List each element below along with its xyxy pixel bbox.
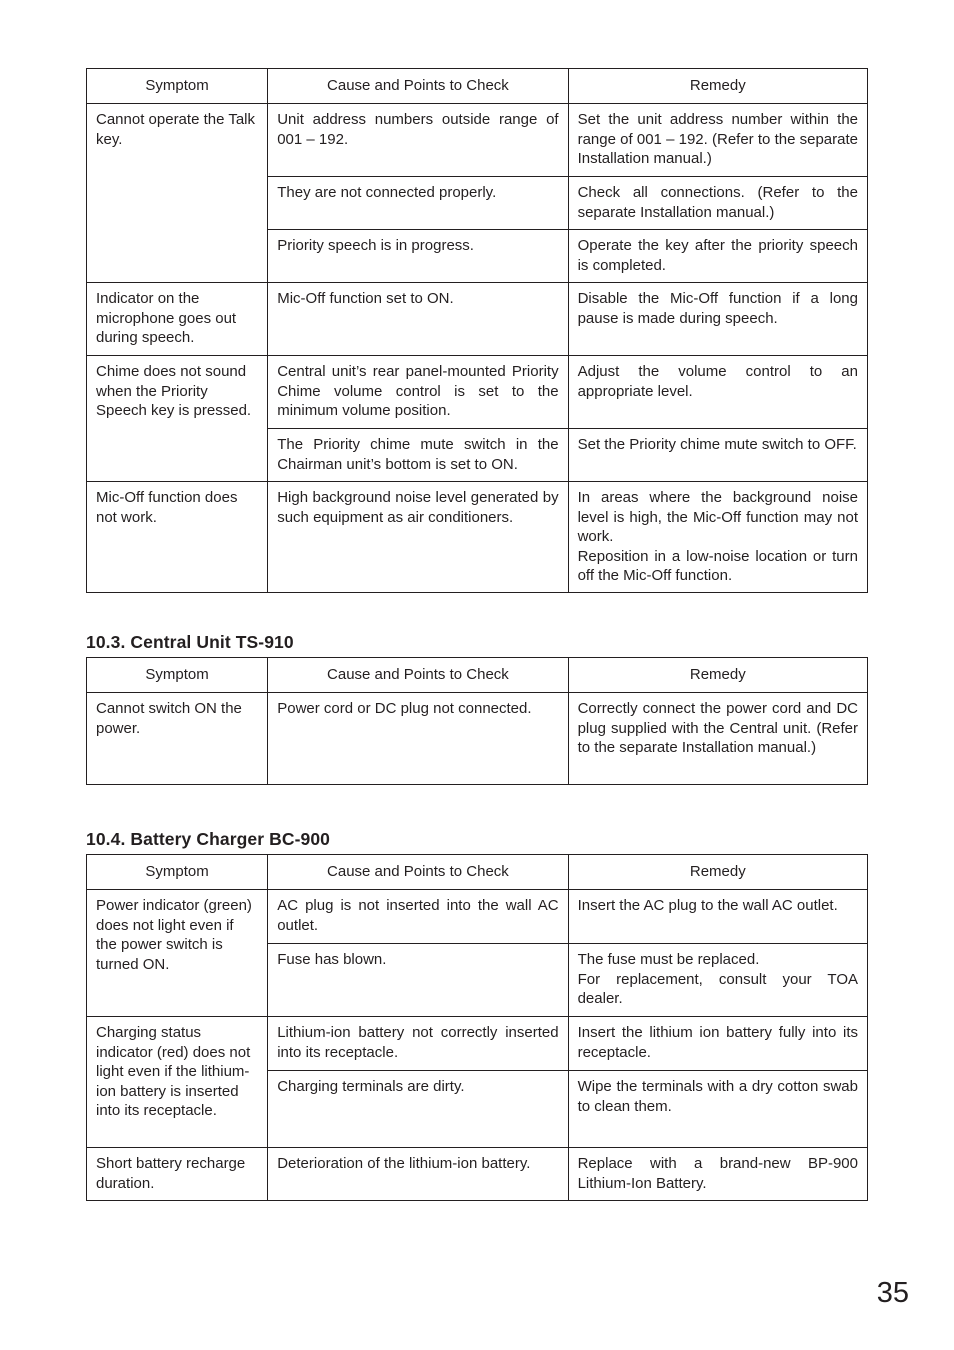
remedy-line: In areas where the background noise level is high, the Mic-Off function may not work. [577,489,858,545]
symptom-cell: Short battery recharge duration. [87,1148,268,1201]
cause-cell: Power cord or DC plug not connected. [268,693,568,785]
cause-cell: The Priority chime mute switch in the Chairman unit’s bottom is set to ON. [268,429,568,482]
remedy-cell: Disable the Mic-Off function if a long pause is made during speech. [568,283,867,356]
page-number: 35 [876,1277,909,1309]
troubleshooting-table-talk-unit [86,68,868,593]
cause-cell: Fuse has blown. [268,944,568,1017]
remedy-cell: Insert the lithium ion battery fully into its receptacle. [568,1017,867,1071]
table-header-row [87,658,868,693]
cause-cell: AC plug is not inserted into the wall AC outlet. [268,890,568,944]
remedy-cell: Adjust the volume control to an appropriate level. [568,356,867,429]
remedy-cell: Wipe the terminals with a dry cotton swab to clean them. [568,1071,867,1148]
header-cause: Cause and Points to Check [268,658,568,693]
header-symptom: Symptom [87,69,268,104]
cause-cell: Lithium-ion battery not correctly inserted into its receptacle. [268,1017,568,1071]
table-row [87,482,868,593]
table-header-row [87,855,868,890]
troubleshooting-table-central-unit [86,657,868,785]
cause-cell: They are not connected properly. [268,177,568,230]
remedy-line: For replacement, consult your TOA dealer. [577,970,858,1007]
symptom-cell: Cannot operate the Talk key. [87,104,268,283]
remedy-cell: Set the Priority chime mute switch to OFF. [568,429,867,482]
table-header-row [87,69,868,104]
table-row [87,1148,868,1201]
cause-cell: Mic-Off function set to ON. [268,283,568,356]
symptom-cell: Cannot switch ON the power. [87,693,268,785]
header-symptom: Symptom [87,658,268,693]
remedy-cell [568,482,867,593]
header-cause: Cause and Points to Check [268,855,568,890]
cause-cell: Deterioration of the lithium-ion battery. [268,1148,568,1201]
cause-cell: Priority speech is in progress. [268,230,568,283]
symptom-cell: Charging status indicator (red) does not light even if the lithium-ion battery is inserted into its receptacle. [87,1017,268,1148]
table-row [87,890,868,944]
table-row [87,1017,868,1071]
section-heading-battery-charger: 10.4. Battery Charger BC-900 [86,829,331,849]
header-remedy: Remedy [568,69,867,104]
remedy-cell: Operate the key after the priority speech is completed. [568,230,867,283]
header-remedy: Remedy [568,855,867,890]
remedy-cell: Check all connections. (Refer to the separate Installation manual.) [568,177,867,230]
table-row [87,693,868,785]
remedy-line: Reposition in a low-noise location or turn off the Mic-Off function. [577,547,858,584]
table-row [87,356,868,429]
remedy-line: The fuse must be replaced. [577,951,760,968]
remedy-cell: Correctly connect the power cord and DC plug supplied with the Central unit. (Refer to the separate Installation manual.) [568,693,867,785]
header-cause: Cause and Points to Check [268,69,568,104]
section-heading-central-unit: 10.3. Central Unit TS-910 [86,632,294,652]
remedy-cell [568,944,867,1017]
troubleshooting-table-battery-charger [86,854,868,1201]
cause-cell: High background noise level generated by such equipment as air conditioners. [268,482,568,593]
table-row [87,283,868,356]
remedy-cell: Insert the AC plug to the wall AC outlet. [568,890,867,944]
remedy-cell: Replace with a brand-new BP-900 Lithium-Ion Battery. [568,1148,867,1201]
cause-cell: Central unit’s rear panel-mounted Priority Chime volume control is set to the minimum volume position. [268,356,568,429]
symptom-cell: Mic-Off function does not work. [87,482,268,593]
cause-cell: Unit address numbers outside range of 001 – 192. [268,104,568,177]
header-remedy: Remedy [568,658,867,693]
symptom-cell: Chime does not sound when the Priority Speech key is pressed. [87,356,268,482]
symptom-cell: Indicator on the microphone goes out during speech. [87,283,268,356]
remedy-cell: Set the unit address number within the range of 001 – 192. (Refer to the separate Installation manual.) [568,104,867,177]
cause-cell: Charging terminals are dirty. [268,1071,568,1148]
table-row [87,104,868,177]
header-symptom: Symptom [87,855,268,890]
symptom-cell: Power indicator (green) does not light even if the power switch is turned ON. [87,890,268,1017]
